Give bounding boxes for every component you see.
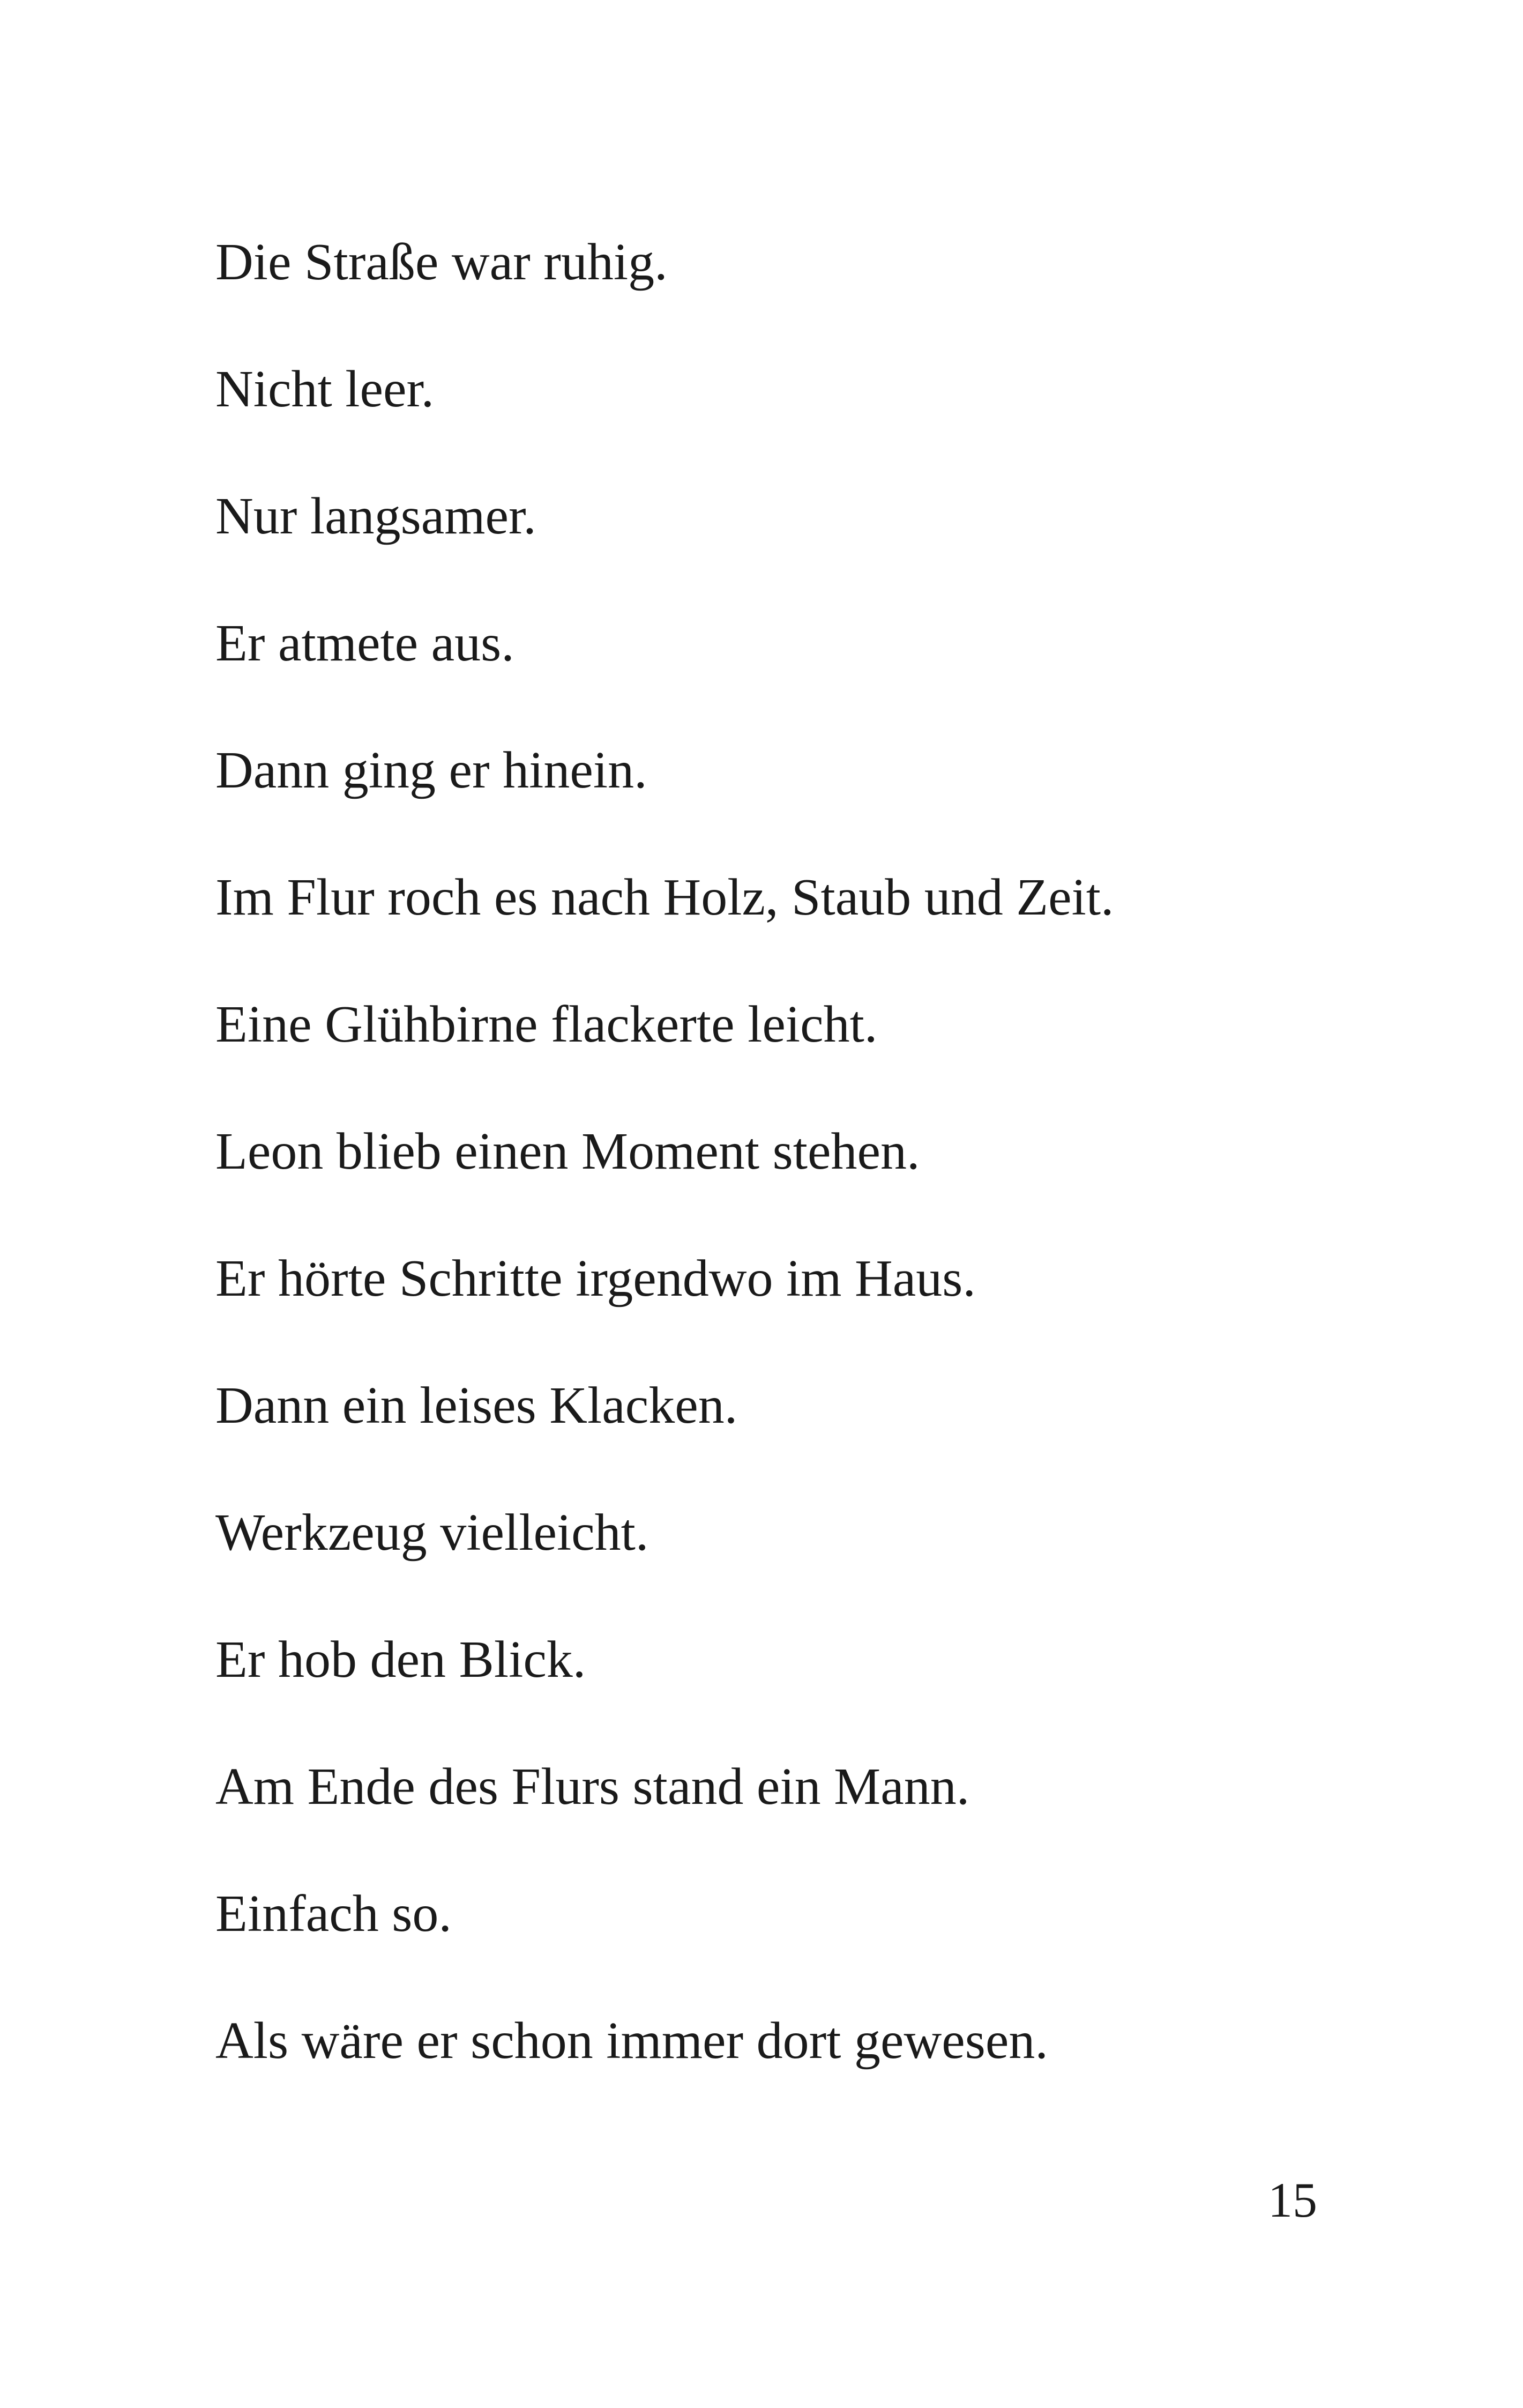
text-line: Eine Glühbirne flackerte leicht. — [215, 995, 878, 1053]
text-line: Am Ende des Flurs stand ein Mann. — [215, 1758, 970, 1816]
text-line: Die Straße war ruhig. — [215, 233, 668, 291]
text-line: Er hob den Blick. — [215, 1631, 586, 1689]
page-number: 15 — [1268, 2173, 1317, 2227]
text-line: Nicht leer. — [215, 360, 435, 418]
text-line: Als wäre er schon immer dort gewesen. — [215, 2012, 1048, 2070]
text-line: Leon blieb einen Moment stehen. — [215, 1123, 920, 1180]
text-line: Er atmete aus. — [215, 614, 514, 672]
text-line: Einfach so. — [215, 1885, 452, 1943]
text-line: Werkzeug vielleicht. — [215, 1504, 649, 1562]
text-line: Er hörte Schritte irgendwo im Haus. — [215, 1250, 976, 1307]
text-line: Dann ein leises Klacken. — [215, 1377, 738, 1435]
text-line: Dann ging er hinein. — [215, 741, 647, 799]
text-line: Im Flur roch es nach Holz, Staub und Zeit. — [215, 868, 1114, 926]
text-line: Nur langsamer. — [215, 487, 536, 545]
